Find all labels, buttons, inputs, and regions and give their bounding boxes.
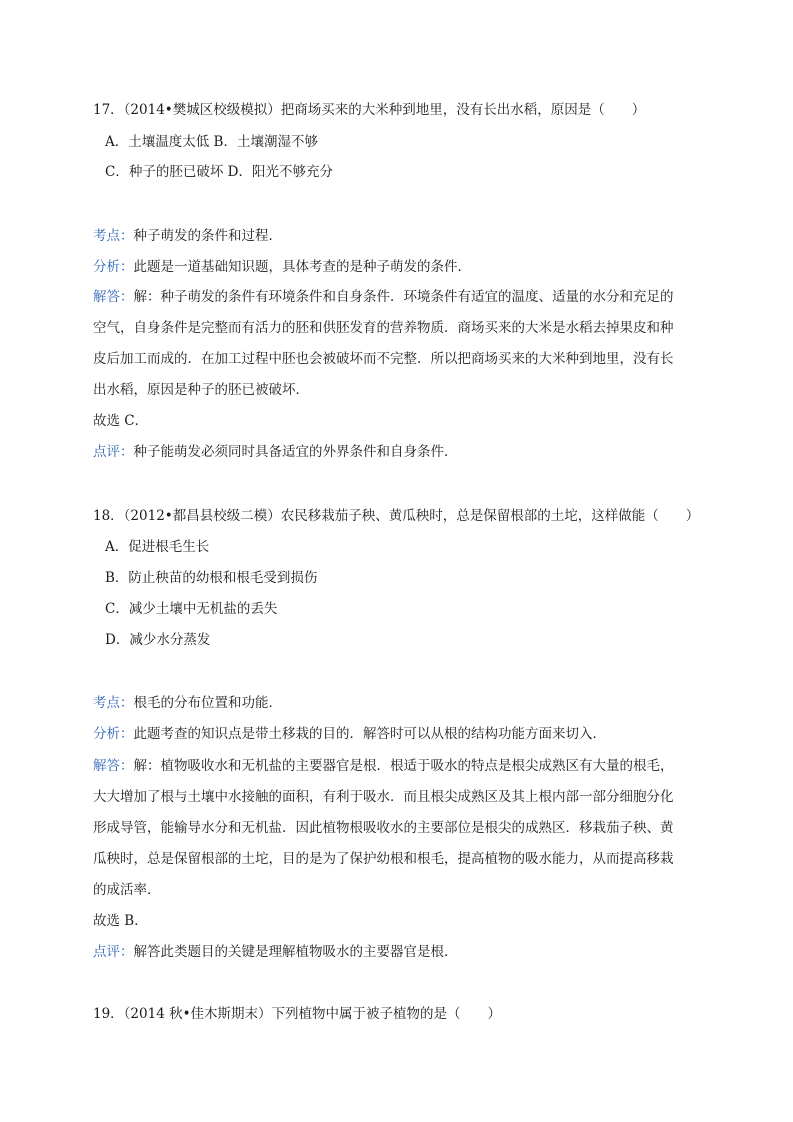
- dianping-text: 种子能萌发必须同时具备适宜的外界条件和自身条件．: [133, 444, 458, 460]
- q17-jieda-line-3: 皮后加工而成的．在加工过程中胚也会被破坏而不完整．所以把商场买来的大米种到地里，没有长: [93, 351, 674, 367]
- q17-jieda: [93, 287, 674, 307]
- q17-answer: 故选 C．: [93, 413, 149, 429]
- q19-stem: 19．（2014 秋•佳木斯期末）下列植物中属于被子植物的是（ ）: [93, 1006, 502, 1022]
- q17-jieda-line-2: 空气，自身条件是完整而有活力的胚和供胚发育的营养物质．商场买来的大米是水稻去掉果皮和种: [93, 320, 674, 336]
- jieda-label: 解答：: [93, 289, 134, 305]
- fenxi-text: 此题考查的知识点是带土移栽的目的．解答时可以从根的结构功能方面来切入．: [133, 726, 606, 742]
- q18-fenxi: [93, 724, 606, 744]
- q17-dianping: [93, 442, 458, 462]
- dianping-text: 解答此类题目的关键是理解植物吸水的主要器官是根．: [133, 944, 458, 960]
- q18-dianping: [93, 942, 458, 962]
- q18-jieda-line-5: 的成活率．: [93, 882, 161, 898]
- q18-option-a: A．促进根毛生长: [105, 539, 210, 555]
- q18-jieda: [93, 756, 674, 776]
- jieda-text-line: 解：植物吸收水和无机盐的主要器官是根．根适于吸水的特点是根尖成熟区有大量的根毛，: [133, 758, 674, 774]
- q18-jieda-line-2: 大大增加了根与土壤中水接触的面积，有利于吸水．而且根尖成熟区及其上根内部一部分细胞分化: [93, 789, 674, 805]
- jieda-label: 解答：: [93, 758, 134, 774]
- dianping-label: 点评：: [93, 444, 134, 460]
- q18-option-d: D．减少水分蒸发: [105, 632, 211, 648]
- q18-answer: 故选 B．: [93, 913, 148, 929]
- q17-kaodian: [93, 226, 282, 246]
- q18-jieda-line-3: 形成导管，能输导水分和无机盐．因此植物根吸收水的主要部位是根尖的成熟区．移栽茄子秧、黄: [93, 820, 674, 836]
- q18-jieda-line-4: 瓜秧时，总是保留根部的土坨，目的是为了保护幼根和根毛，提高植物的吸水能力，从而提高移栽: [93, 851, 674, 867]
- kaodian-text: 种子萌发的条件和过程．: [133, 228, 282, 244]
- q18-option-c: C．减少土壤中无机盐的丢失: [105, 601, 278, 617]
- dianping-label: 点评：: [93, 944, 134, 960]
- fenxi-label: 分析：: [93, 726, 134, 742]
- q17-stem: 17．（2014•樊城区校级模拟）把商场买来的大米种到地里，没有长出水稻，原因是（ ）: [93, 102, 646, 118]
- kaodian-text: 根毛的分布位置和功能．: [133, 695, 282, 711]
- fenxi-label: 分析：: [93, 259, 134, 275]
- jieda-text-line: 解：种子萌发的条件有环境条件和自身条件．环境条件有适宜的温度、适量的水分和充足的: [133, 289, 674, 305]
- q17-option-ab: A．土壤温度太低 B．土壤潮湿不够: [105, 134, 318, 150]
- q18-kaodian: [93, 693, 282, 713]
- kaodian-label: 考点：: [93, 228, 134, 244]
- q17-jieda-line-4: 出水稻，原因是种子的胚已被破坏．: [93, 382, 309, 398]
- kaodian-label: 考点：: [93, 695, 134, 711]
- q17-fenxi: [93, 257, 471, 277]
- q17-option-cd: C．种子的胚已破坏 D．阳光不够充分: [105, 164, 333, 180]
- fenxi-text: 此题是一道基础知识题，具体考查的是种子萌发的条件．: [133, 259, 471, 275]
- q18-option-b: B．防止秧苗的幼根和根毛受到损伤: [105, 570, 318, 586]
- q18-stem: 18．（2012•都昌县校级二模）农民移栽茄子秧、黄瓜秧时，总是保留根部的土坨，这样做能（ ）: [93, 508, 700, 524]
